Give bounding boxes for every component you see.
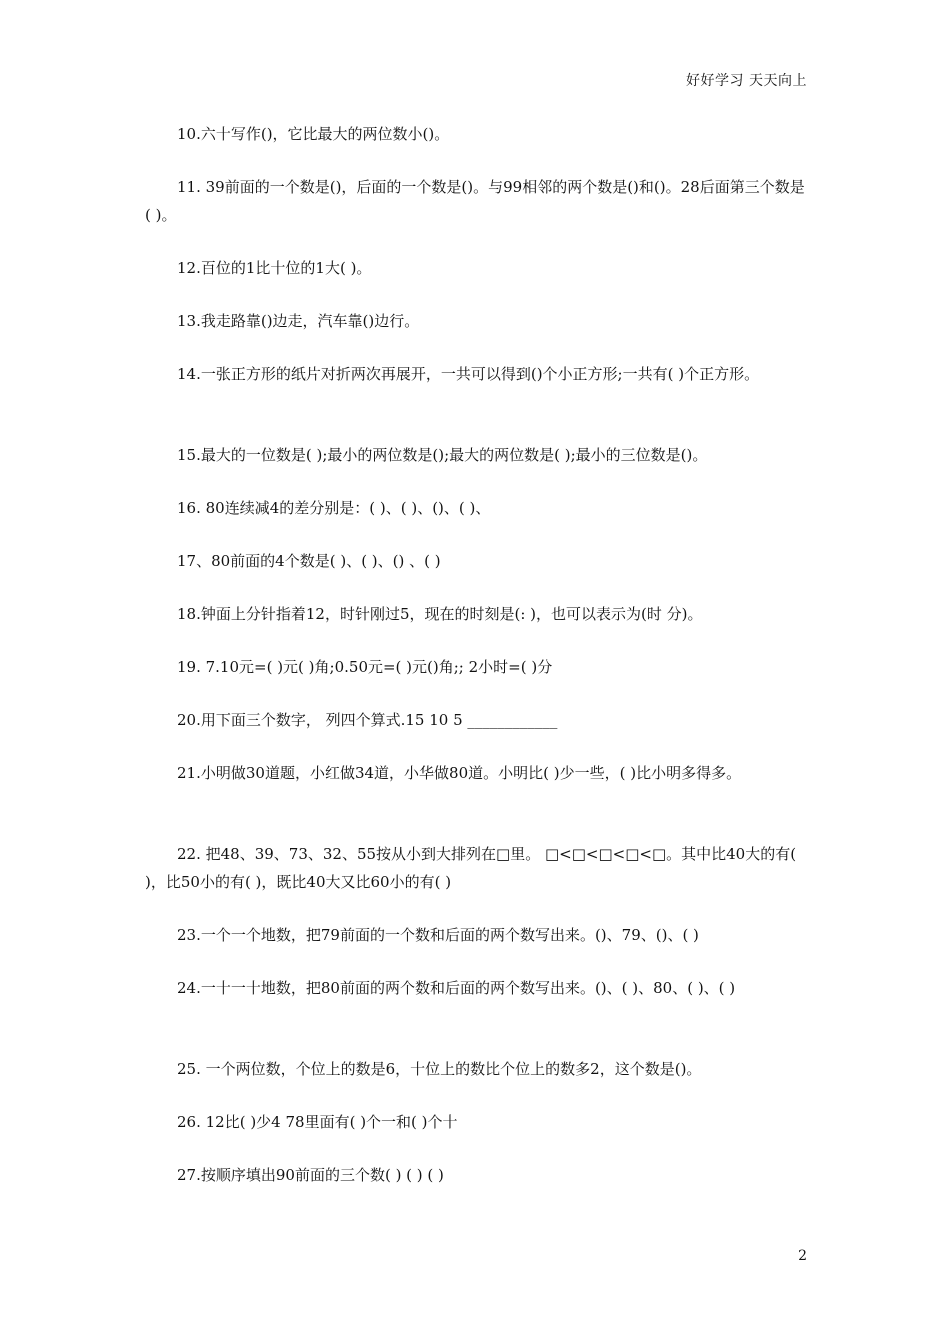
- question-11: 11. 39前面的一个数是()，后面的一个数是()。与99相邻的两个数是()和()。28后面第三个数是( )。: [145, 178, 805, 224]
- question-23: 23.一个一个地数，把79前面的一个数和后面的两个数写出来。()、79、()、( ): [177, 926, 699, 944]
- question-13: 13.我走路靠()边走，汽车靠()边行。: [177, 312, 420, 330]
- page-number: 2: [798, 1248, 807, 1264]
- question-20: 20.用下面三个数字， 列四个算式.15 10 5 ____________: [177, 711, 558, 729]
- question-27: 27.按顺序填出90前面的三个数( ) ( ) ( ): [177, 1166, 444, 1184]
- question-10: 10.六十写作()，它比最大的两位数小()。: [177, 125, 450, 143]
- question-25: 25. 一个两位数，个位上的数是6，十位上的数比个位上的数多2，这个数是()。: [177, 1060, 702, 1078]
- header-motto: 好好学习 天天向上: [686, 73, 807, 89]
- question-21: 21.小明做30道题，小红做34道，小华做80道。小明比( )少一些，( )比小明多得多。: [177, 764, 742, 782]
- question-17: 17、80前面的4个数是( )、( )、() 、( ): [177, 552, 441, 570]
- question-15: 15.最大的一位数是( );最小的两位数是();最大的两位数是( );最小的三位数是()。: [177, 446, 708, 464]
- question-22: 22. 把48、39、73、32、55按从小到大排列在□里。 □<□<□<□<□。其中比40大的有( )，比50小的有( )，既比40大又比60小的有( ): [145, 845, 797, 891]
- question-19: 19. 7.10元=( )元( )角;0.50元=( )元()角;; 2小时=( )分: [177, 658, 553, 676]
- question-12: 12.百位的1比十位的1大( )。: [177, 259, 372, 277]
- question-24: 24.一十一十地数，把80前面的两个数和后面的两个数写出来。()、( )、80、( )、( ): [177, 979, 736, 997]
- question-14: 14.一张正方形的纸片对折两次再展开，一共可以得到()个小正方形;一共有( )个正方形。: [177, 365, 760, 383]
- question-26: 26. 12比( )少4 78里面有( )个一和( )个十: [177, 1113, 458, 1131]
- question-18: 18.钟面上分针指着12，时针刚过5，现在的时刻是(: )，也可以表示为(时 分)。: [177, 605, 703, 623]
- question-16: 16. 80连续减4的差分别是：( )、( )、()、( )、: [177, 499, 491, 517]
